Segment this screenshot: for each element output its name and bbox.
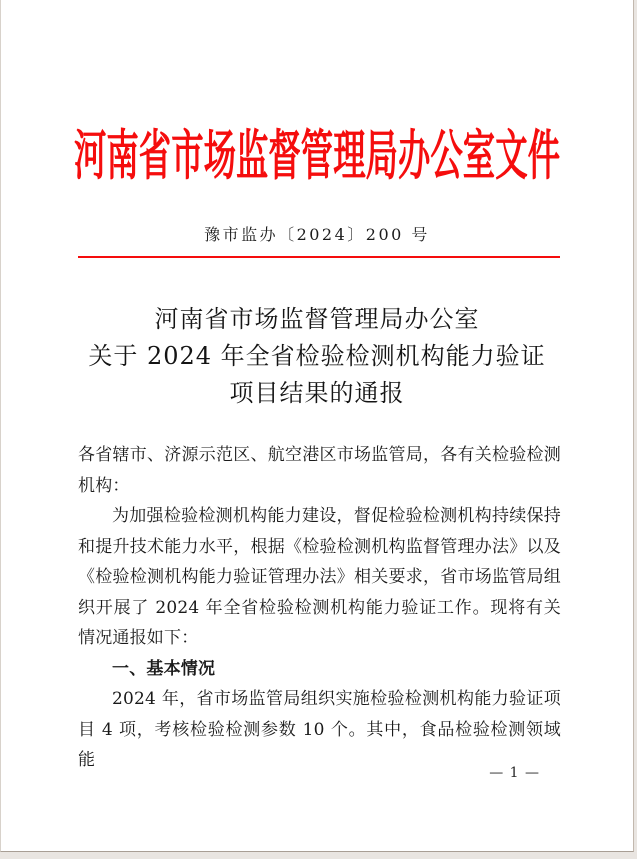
salutation: 各省辖市、济源示范区、航空港区市场监管局，各有关检验检测机构： [78, 445, 561, 496]
doc-reference-number: 豫市监办〔2024〕200 号 [204, 225, 430, 244]
letterhead-divider [78, 256, 560, 258]
document-title-line-2: 关于 2024 年全省检验检测机构能力验证 [88, 342, 546, 370]
document-title [1, 301, 633, 412]
letterhead-title [1, 123, 633, 187]
basic-situation-paragraph: 2024 年，省市场监管局组织实施检验检测机构能力验证项目 4 项，考核检验检测参数 10 个。其中，食品检验检测领域能 [78, 689, 561, 770]
document-title-line-1: 河南省市场监督管理局办公室 [154, 305, 480, 333]
letterhead-agency-name: 河南省市场监督管理局办公室文件 [73, 123, 560, 187]
intro-paragraph: 为加强检验检测机构能力建设，督促检验检测机构持续保持和提升技术能力水平，根据《检验检测机构监督管理办法》以及《检验检测机构能力验证管理办法》相关要求，省市场监管局组织开展了 2024 年全省检验检测机构能力验证工作。现将有关情况通报如下： [78, 506, 561, 648]
page-number: — 1 — [489, 765, 540, 781]
document-body [78, 440, 561, 776]
document-title-line-3: 项目结果的通报 [229, 379, 405, 407]
section-heading-basic-situation: 一、基本情况 [112, 658, 216, 679]
